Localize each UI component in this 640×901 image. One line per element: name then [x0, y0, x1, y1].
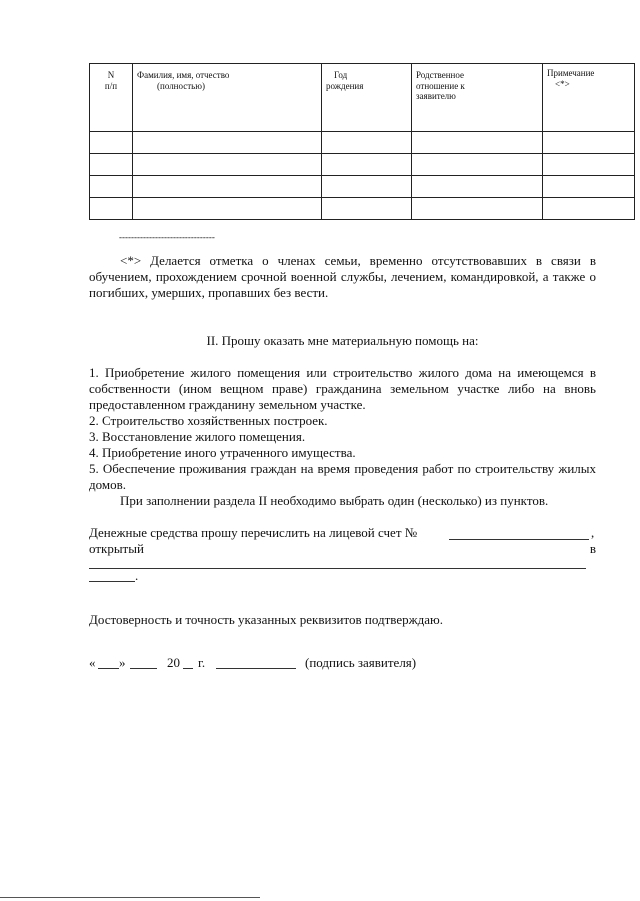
account-number-field[interactable]: [449, 525, 589, 540]
header-number: N п/п: [90, 64, 133, 132]
table-cell[interactable]: [90, 154, 133, 176]
table-cell[interactable]: [322, 176, 412, 198]
table-cell[interactable]: [412, 176, 543, 198]
footnote-separator: --------------------------------: [119, 232, 215, 242]
year-prefix: 20: [167, 655, 180, 670]
list-item: 2. Строительство хозяйственных построек.: [89, 413, 328, 428]
table-row: [90, 154, 635, 176]
header-relationship: Родственное отношение к заявителю: [412, 64, 543, 132]
bank-name-field[interactable]: [89, 568, 586, 569]
account-label: Денежные средства прошу перечислить на лицевой счет №: [89, 525, 418, 540]
date-close-quote: »: [119, 655, 126, 670]
table-cell[interactable]: [412, 132, 543, 154]
signature-line: [89, 655, 596, 673]
confirmation-text: Достоверность и точность указанных реквизитов подтверждаю.: [89, 612, 443, 627]
table-cell[interactable]: [543, 132, 635, 154]
footnote-text: <*> Делается отметка о членах семьи, временно отсутствовавших в связи в обучением, прохождением срочной военной службы, лечением, командировкой, а также о погибших, умерших, пропавших без вести.: [89, 253, 596, 300]
table-cell[interactable]: [90, 176, 133, 198]
selection-note: При заполнении раздела II необходимо выбрать один (несколько) из пунктов.: [120, 493, 549, 508]
signature-caption: (подпись заявителя): [305, 655, 417, 670]
table-cell[interactable]: [322, 198, 412, 220]
list-item: 5. Обеспечение проживания граждан на время проведения работ по строительству жилых домов.: [89, 461, 596, 492]
date-open-quote: «: [89, 655, 96, 670]
table-cell[interactable]: [322, 132, 412, 154]
opened-in-label: в: [589, 541, 596, 556]
family-members-table: [89, 63, 635, 220]
table-cell[interactable]: [412, 198, 543, 220]
table-cell[interactable]: [133, 154, 322, 176]
table-row: [90, 176, 635, 198]
header-note: Примечание <*>: [543, 64, 635, 132]
header-full-name: Фамилия, имя, отчество (полностью): [133, 64, 322, 132]
list-item: 1. Приобретение жилого помещения или строительство жилого дома на имеющемся в собственности (ином вещном праве) гражданина земельном участке либо на вновь предоставленном гражданину земельном участке.: [89, 365, 596, 412]
table-cell[interactable]: [543, 198, 635, 220]
table-cell[interactable]: [322, 154, 412, 176]
table-cell[interactable]: [133, 176, 322, 198]
table-header-row: [90, 64, 635, 132]
opened-line: [89, 541, 596, 557]
signature-field[interactable]: [216, 655, 296, 669]
table-cell[interactable]: [543, 154, 635, 176]
table-row: [90, 132, 635, 154]
section-2-title: II. Прошу оказать мне материальную помощь на:: [206, 333, 479, 348]
account-line: [89, 525, 596, 541]
table-cell[interactable]: [412, 154, 543, 176]
year-field[interactable]: [183, 655, 193, 669]
table-cell[interactable]: [133, 198, 322, 220]
list-item: 3. Восстановление жилого помещения.: [89, 429, 306, 444]
account-comma: ,: [591, 525, 595, 540]
table-cell[interactable]: [133, 132, 322, 154]
day-field[interactable]: [98, 655, 119, 669]
table-cell[interactable]: [543, 176, 635, 198]
year-suffix: г.: [198, 655, 206, 670]
list-item: 4. Приобретение иного утраченного имущества.: [89, 445, 356, 460]
table-cell[interactable]: [90, 198, 133, 220]
page-bottom-rule: [0, 897, 260, 898]
bank-name-field-continued[interactable]: [89, 581, 135, 582]
opened-label: открытый: [89, 541, 144, 556]
assistance-items-list: [89, 365, 596, 493]
month-field[interactable]: [130, 655, 157, 669]
bank-line-period: .: [135, 568, 139, 583]
table-cell[interactable]: [90, 132, 133, 154]
header-birth-year: Год рождения: [322, 64, 412, 132]
table-row: [90, 198, 635, 220]
